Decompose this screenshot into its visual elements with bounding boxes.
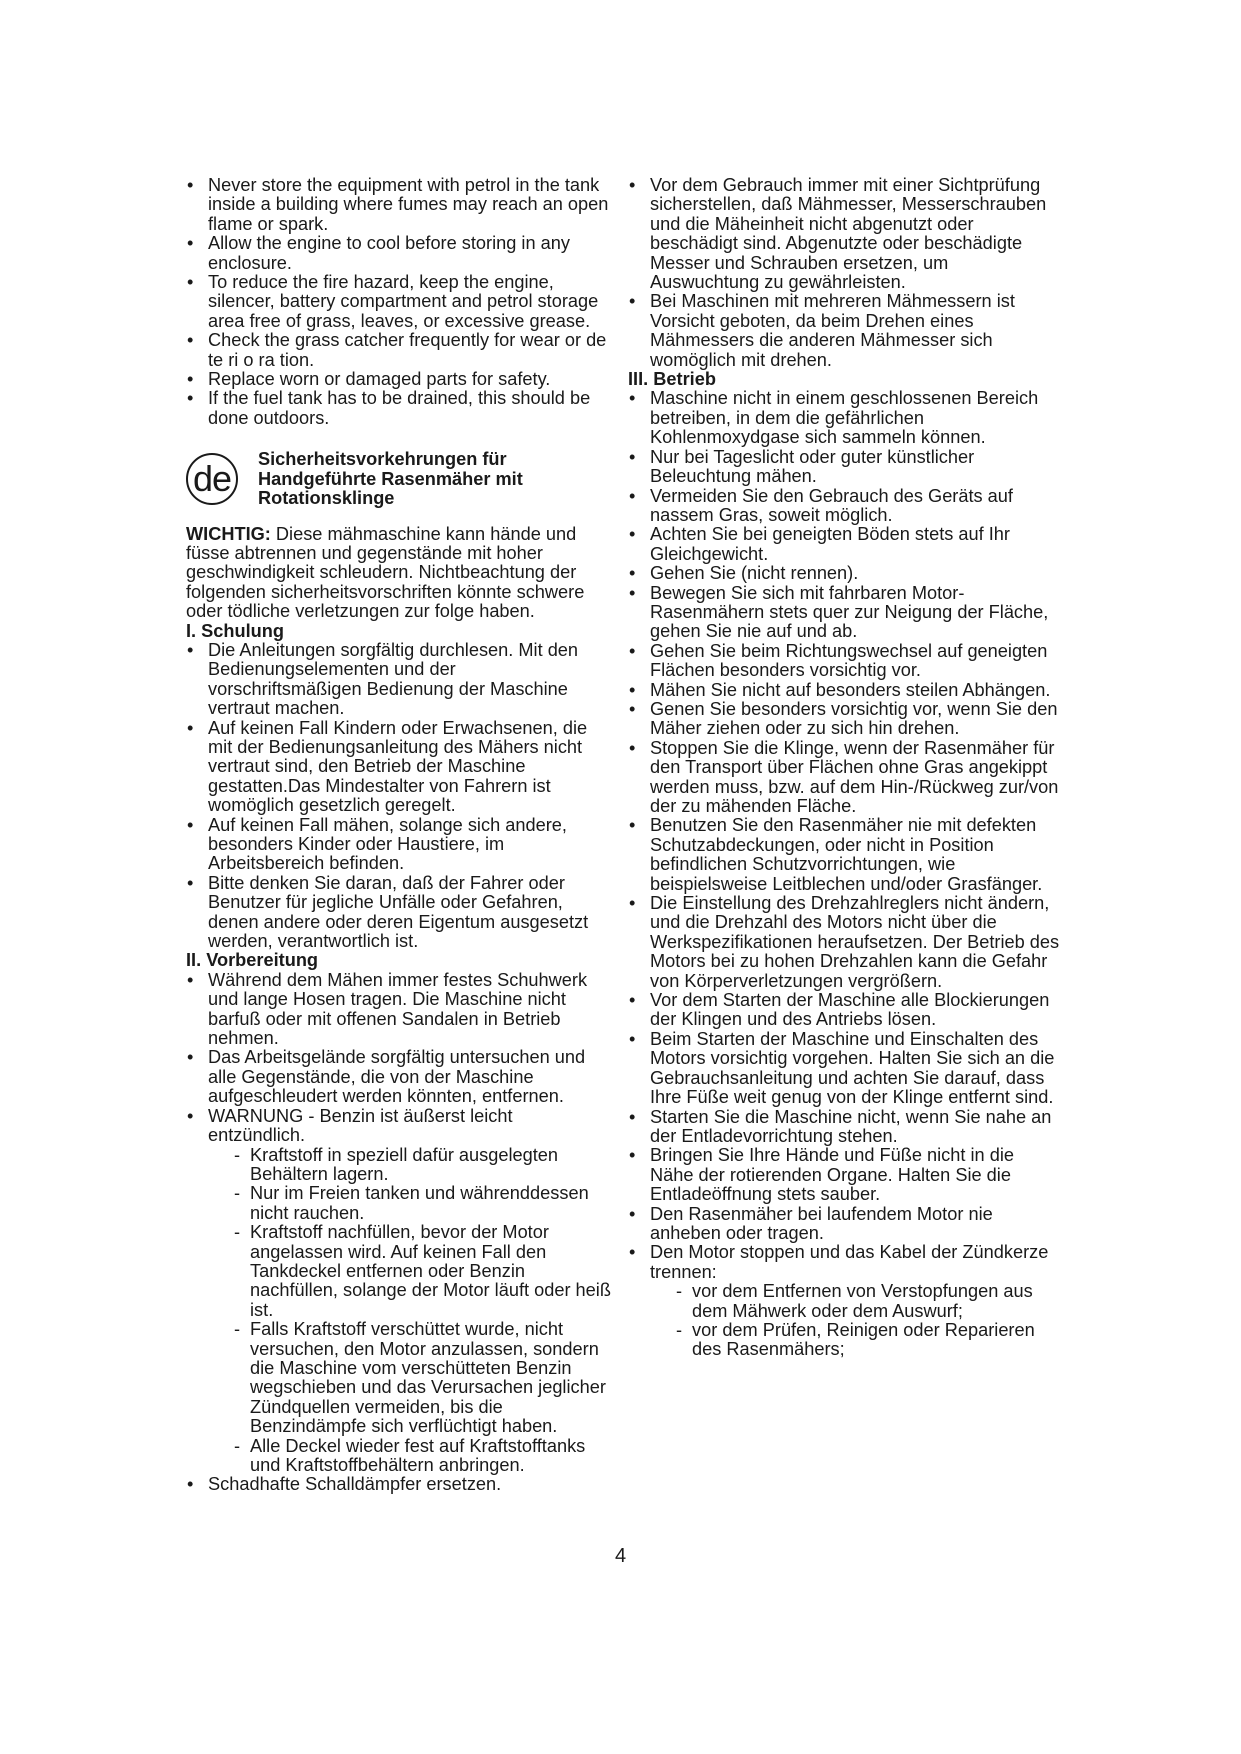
betrieb-list (628, 389, 1060, 1359)
list-item: • Vor dem Starten der Maschine alle Blockierungen der Klingen und des Antriebs lösen. (628, 991, 1060, 1030)
sub-list-item: - vor dem Entfernen von Verstopfungen aus dem Mähwerk oder dem Auswurf; (676, 1282, 1060, 1321)
list-item: • Maschine nicht in einem geschlossenen Bereich betreiben, in dem die gefährlichen Kohlenmoxydgase sich sammeln können. (628, 389, 1060, 447)
list-item: • Genen Sie besonders vorsichtig vor, wenn Sie den Mäher ziehen oder zu sich hin drehen. (628, 700, 1060, 739)
stop-motor-item (628, 1243, 1060, 1359)
vorbereitung-list (186, 971, 611, 1495)
list-item: • Achten Sie bei geneigten Böden stets auf Ihr Gleichgewicht. (628, 525, 1060, 564)
stop-motor-text: Den Motor stoppen und das Kabel der Zündkerze trennen: (650, 1242, 1049, 1282)
list-item: • Die Anleitungen sorgfältig durchlesen. Mit den Bedienungselementen und der vorschriftsmäßigen Bedienung der Maschine vertraut machen. (186, 641, 611, 719)
list-item: • Never store the equipment with petrol in the tank inside a building where fumes may reach an open flame or spark. (186, 176, 611, 234)
list-item: • Bewegen Sie sich mit fahrbaren Motor-Rasenmähern stets quer zur Neigung der Fläche, gehen Sie nie auf und ab. (628, 584, 1060, 642)
list-item: • Beim Starten der Maschine und Einschalten des Motors vorsichtig vorgehen. Halten Sie sich an die Gebrauchsanleitung und achten Sie darauf, dass Ihre Füße weit genug von der Klinge entfernt sind. (628, 1030, 1060, 1108)
betrieb-heading: III. Betrieb (628, 369, 716, 390)
sub-list-item: - Nur im Freien tanken und währenddessen nicht rauchen. (234, 1184, 611, 1223)
list-item: • Die Einstellung des Drehzahlreglers nicht ändern, und die Drehzahl des Motors nicht über die Werkspezifikationen heraufsetzen. Der Betrieb des Motors bei zu hohen Drehzahlen kann die Gefahr von Körperverletzungen vergrößern. (628, 894, 1060, 991)
sub-list-item: - Kraftstoff nachfüllen, bevor der Motor angelassen wird. Auf keinen Fall den Tankdeckel entfernen oder Benzin nachfüllen, solange der Motor läuft oder heiß ist. (234, 1223, 611, 1320)
sub-list-item: - Kraftstoff in speziell dafür ausgelegten Behältern lagern. (234, 1146, 611, 1185)
section-title: Sicherheitsvorkehrungen für Handgeführte Rasenmäher mit Rotationsklinge (258, 449, 523, 509)
schulung-heading: I. Schulung (186, 620, 285, 641)
warning-label: WICHTIG: (186, 523, 271, 544)
right-column (628, 176, 1060, 1360)
schulung-list (186, 641, 611, 952)
list-item: • Stoppen Sie die Klinge, wenn der Rasenmäher für den Transport über Flächen ohne Gras angekippt werden muss, bzw. auf dem Hin-/Rückweg zur/von der zu mähenden Fläche. (628, 739, 1060, 817)
stop-motor-sub-list (650, 1282, 1060, 1360)
sub-list-item: - Alle Deckel wieder fest auf Kraftstofftanks und Kraftstoffbehältern anbringen. (234, 1437, 611, 1476)
list-item: • Bei Maschinen mit mehreren Mähmessern ist Vorsicht geboten, da beim Drehen eines Mähmessers die anderen Mähmesser sich womöglich mit drehen. (628, 292, 1060, 370)
warnung-text: WARNUNG - Benzin ist äußerst leicht entzündlich. (208, 1105, 513, 1146)
list-item: • Allow the engine to cool before storing in any enclosure. (186, 234, 611, 273)
list-item: • Gehen Sie beim Richtungswechsel auf geneigten Flächen besonders vorsichtig vor. (628, 642, 1060, 681)
left-column (186, 176, 611, 1495)
vorbereitung-heading: II. Vorbereitung (186, 950, 319, 971)
list-item: • Bitte denken Sie daran, daß der Fahrer oder Benutzer für jegliche Unfälle oder Gefahren, denen andere oder deren Eigentum ausgesetzt werden, verantwortlich ist. (186, 874, 611, 952)
list-item: • Vor dem Gebrauch immer mit einer Sichtprüfung sicherstellen, daß Mähmesser, Messerschrauben und die Mäheinheit nicht abgenutzt oder beschädigt sind. Abgenutzte oder beschädigte Messer und Schrauben ersetzen, um Auswuchtung zu gewährleisten. (628, 176, 1060, 292)
warnung-item (186, 1107, 611, 1476)
list-item: • Schadhafte Schalldämpfer ersetzen. (186, 1475, 611, 1494)
list-item: • Während dem Mähen immer festes Schuhwerk und lange Hosen tragen. Die Maschine nicht barfuß oder mit offenen Sandalen in Betrieb nehmen. (186, 971, 611, 1049)
warnung-sub-list (208, 1146, 611, 1476)
list-item: • To reduce the fire hazard, keep the engine, silencer, battery compartment and petrol storage area free of grass, leaves, or excessive grease. (186, 273, 611, 331)
list-item: • Auf keinen Fall Kindern oder Erwachsenen, die mit der Bedienungsanleitung des Mähers nicht vertraut sind, den Betrieb der Maschine gestatten.Das Mindestalter von Fahrern ist womöglich gesetzlich geregelt. (186, 719, 611, 816)
list-item: • Check the grass catcher frequently for wear or de te ri o ra tion. (186, 331, 611, 370)
list-item: • Nur bei Tageslicht oder guter künstlicher Beleuchtung mähen. (628, 448, 1060, 487)
page-number: 4 (614, 1545, 627, 1567)
list-item: • Auf keinen Fall mähen, solange sich andere, besonders Kinder oder Haustiere, im Arbeitsbereich befinden. (186, 816, 611, 874)
list-item: • Den Rasenmäher bei laufendem Motor nie anheben oder tragen. (628, 1205, 1060, 1244)
list-item: • Gehen Sie (nicht rennen). (628, 564, 1060, 583)
list-item: • If the fuel tank has to be drained, this should be done outdoors. (186, 389, 611, 428)
list-item: • Vermeiden Sie den Gebrauch des Geräts auf nassem Gras, soweit möglich. (628, 487, 1060, 526)
sub-list-item: - Falls Kraftstoff verschüttet wurde, nicht versuchen, den Motor anzulassen, sondern die Maschine vom verschütteten Benzin wegschieben und das Verursachen jeglicher Zündquellen vermeiden, bis die Benzindämpfe sich verflüchtigt haben. (234, 1320, 611, 1436)
german-section-header (186, 450, 611, 508)
storage-safety-list (186, 176, 611, 428)
list-item: • Das Arbeitsgelände sorgfältig untersuchen und alle Gegenstände, die von der Maschine aufgeschleudert werden könnten, entfernen. (186, 1048, 611, 1106)
list-item: • Benutzen Sie den Rasenmäher nie mit defekten Schutzabdeckungen, oder nicht in Position befindlichen Schutzvorrichtungen, wie beispielsweise Leitblechen und/oder Grasfänger. (628, 816, 1060, 894)
warning-text: Diese mähmaschine kann hände und füsse abtrennen und gegenstände mit hoher geschwindigkeit schleudern. Nichtbeachtung der folgenden sicherheitsvorschriften könnte schwere oder tödliche verletzungen zur folge haben. (186, 523, 585, 622)
list-item: • Replace worn or damaged parts for safety. (186, 370, 611, 389)
list-item: • Mähen Sie nicht auf besonders steilen Abhängen. (628, 681, 1060, 700)
list-item: • Bringen Sie Ihre Hände und Füße nicht in die Nähe der rotierenden Organe. Halten Sie die Entladeöffnung stets sauber. (628, 1146, 1060, 1204)
list-item: • Starten Sie die Maschine nicht, wenn Sie nahe an der Entladevorrichtung stehen. (628, 1108, 1060, 1147)
warning-paragraph (186, 525, 611, 622)
language-badge-de: de (186, 453, 238, 505)
sub-list-item: - vor dem Prüfen, Reinigen oder Reparieren des Rasenmähers; (676, 1321, 1060, 1360)
inspection-list (628, 176, 1060, 370)
